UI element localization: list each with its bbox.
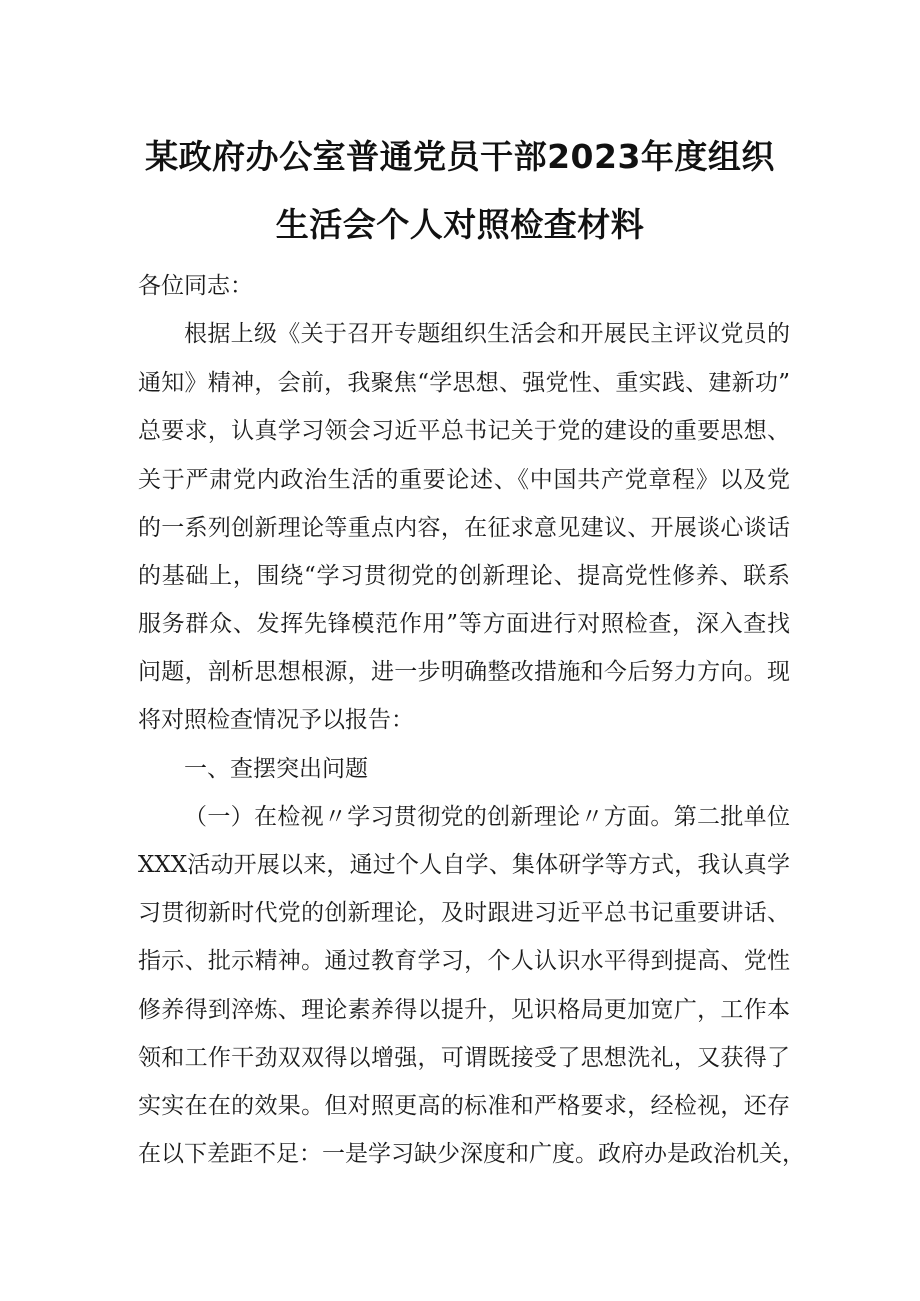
paragraph-2-line: 习贯彻新时代党的创新理论，及时跟进习近平总书记重要讲话、	[138, 900, 790, 926]
paragraph-2-line: XXX活动开展以来，通过个人自学、集体研学等方式，我认真学	[138, 852, 790, 878]
paragraph-1-line: 根据上级《关于召开专题组织生活会和开展民主评议党员的	[184, 321, 790, 347]
paragraph-2-line: 修养得到淬炼、理论素养得以提升，见识格局更加宽广，工作本	[138, 997, 790, 1023]
paragraph-1-line: 的基础上，围绕“学习贯彻党的创新理论、提高党性修养、联系	[138, 563, 790, 589]
document-title-line-1: 某政府办公室普通党员干部2023年度组织	[145, 137, 775, 176]
paragraph-2-line: 实实在在的效果。但对照更高的标准和严格要求，经检视，还存	[138, 1093, 790, 1119]
paragraph-2-line: （一）在检视〃学习贯彻党的创新理论〃方面。第二批单位	[184, 804, 790, 830]
paragraph-2-line: 在以下差距不足：一是学习缺少深度和广度。政府办是政治机关，	[138, 1141, 805, 1167]
paragraph-1-line: 总要求，认真学习领会习近平总书记关于党的建设的重要思想、	[138, 418, 790, 444]
paragraph-2-line: 领和工作干劲双双得以增强，可谓既接受了思想洗礼，又获得了	[138, 1045, 790, 1071]
salutation: 各位同志：	[138, 273, 253, 299]
paragraph-1-line: 问题，剖析思想根源，进一步明确整改措施和今后努力方向。现	[138, 659, 790, 685]
paragraph-1-line: 关于严肃党内政治生活的重要论述、《中国共产党章程》以及党	[138, 467, 790, 493]
paragraph-1-line: 将对照检查情况予以报告：	[138, 707, 414, 733]
section-1-heading: 一、查摆突出问题	[184, 756, 368, 782]
document-title-line-2: 生活会个人对照检查材料	[275, 205, 645, 244]
paragraph-1-line: 通知》精神，会前，我聚焦“学思想、强党性、重实践、建新功”	[138, 370, 790, 396]
paragraph-1-line: 服务群众、发挥先锋模范作用”等方面进行对照检查，深入查找	[138, 611, 790, 637]
paragraph-1-line: 的一系列创新理论等重点内容，在征求意见建议、开展谈心谈话	[138, 515, 790, 541]
paragraph-2-line: 指示、批示精神。通过教育学习，个人认识水平得到提高、党性	[138, 948, 790, 974]
